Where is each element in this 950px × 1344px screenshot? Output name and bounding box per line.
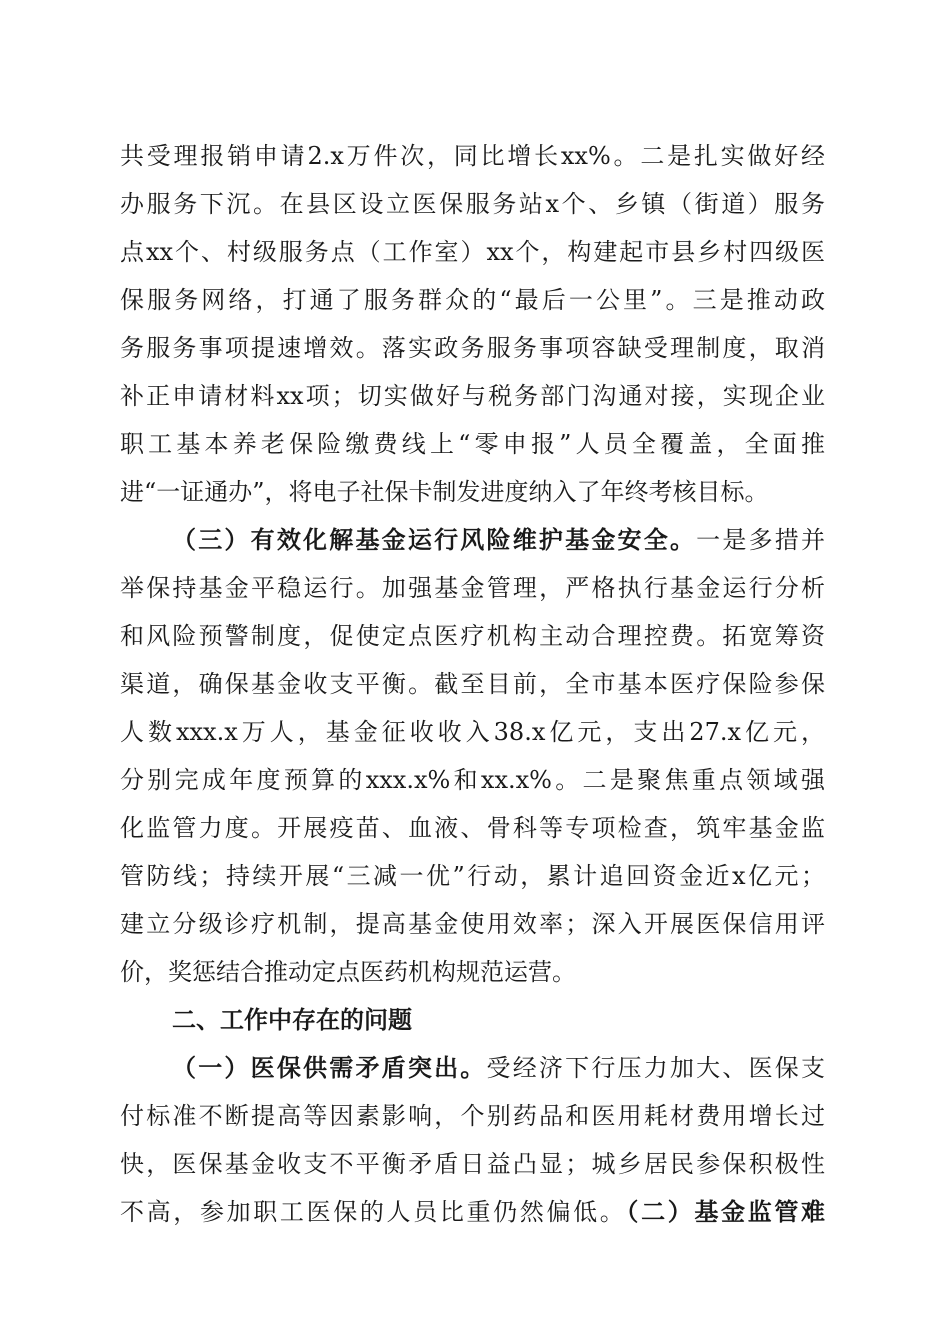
text-run: 化监管力度。开展疫苗、血液、骨科等专项检查，筑牢基金监: [120, 814, 825, 842]
text-run: 办服务下沉。在县区设立医保服务站x个、乡镇（街道）服务: [120, 190, 825, 218]
text-run: 建立分级诊疗机制，提高基金使用效率；深入开展医保信用评: [120, 910, 825, 938]
text-run: 管防线；持续开展“三减一优”行动，累计追回资金近x亿元；: [120, 862, 825, 890]
text-run: 价，奖惩结合推动定点医药机构规范运营。: [120, 958, 576, 986]
text-line: [120, 572, 825, 604]
text-line: [120, 860, 825, 892]
text-run: 点xx个、村级服务点（工作室）xx个，构建起市县乡村四级医: [120, 238, 825, 266]
text-run: 付标准不断提高等因素影响，个别药品和医用耗材费用增长过: [120, 1102, 825, 1130]
text-line: [120, 812, 825, 844]
text-line: [172, 1052, 825, 1084]
text-line: [120, 668, 825, 700]
text-run: 职工基本养老保险缴费线上“零申报”人员全覆盖，全面推: [120, 430, 825, 458]
text-line: [172, 524, 825, 556]
text-line: [120, 1100, 825, 1132]
text-line: [120, 1148, 825, 1180]
text-run: 受经济下行压力加大、医保支: [486, 1054, 825, 1082]
bold-phrase: 二、工作中存在的问题: [172, 1006, 412, 1034]
text-run: 分别完成年度预算的xxx.x%和xx.x%。二是聚焦重点领域强: [120, 766, 825, 794]
text-run: 共受理报销申请2.x万件次，同比增长xx%。二是扎实做好经: [120, 142, 825, 170]
text-run: 补正申请材料xx项；切实做好与税务部门沟通对接，实现企业: [120, 382, 825, 410]
text-line: [120, 140, 825, 172]
text-run: 不高，参加职工医保的人员比重仍然偏低。: [120, 1198, 627, 1226]
text-run: 举保持基金平稳运行。加强基金管理，严格执行基金运行分析: [120, 574, 825, 602]
bold-phrase: （一）医保供需矛盾突出。: [172, 1053, 487, 1082]
text-line: [120, 188, 825, 220]
text-line: [120, 236, 825, 268]
text-run: 快，医保基金收支不平衡矛盾日益凸显；城乡居民参保积极性: [120, 1150, 825, 1178]
text-run: 和风险预警制度，促使定点医疗机构主动合理控费。拓宽筹资: [120, 622, 825, 650]
text-run: 人数xxx.x万人，基金征收收入38.x亿元，支出27.x亿元，: [120, 718, 825, 746]
bold-phrase: （三）有效化解基金运行风险维护基金安全。: [172, 525, 697, 554]
text-run: 进“一证通办”，将电子社保卡制发进度纳入了年终考核目标。: [120, 478, 769, 506]
text-line: [120, 1196, 825, 1228]
text-line: [120, 428, 825, 460]
text-run: 渠道，确保基金收支平衡。截至目前，全市基本医疗保险参保: [120, 670, 825, 698]
text-line: [120, 620, 825, 652]
text-line: [120, 380, 825, 412]
section-heading: [172, 1004, 825, 1036]
text-run: 一是多措并: [696, 526, 826, 554]
text-line: [120, 332, 825, 364]
text-line: [120, 956, 825, 988]
text-line: [120, 284, 825, 316]
bold-phrase: （二）基金监管难: [626, 1197, 825, 1226]
text-run: 务服务事项提速增效。落实政务服务事项容缺受理制度，取消: [120, 334, 825, 362]
text-line: [120, 716, 825, 748]
text-line: [120, 764, 825, 796]
text-line: [120, 476, 825, 508]
text-run: 保服务网络，打通了服务群众的“最后一公里”。三是推动政: [120, 286, 825, 314]
text-line: [120, 908, 825, 940]
